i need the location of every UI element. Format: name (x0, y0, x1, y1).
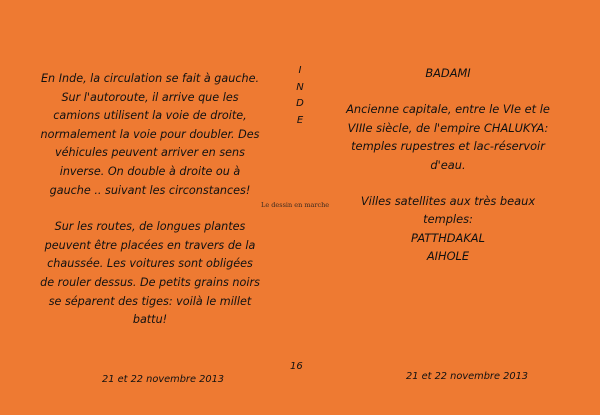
spine-note: Le dessin en marche (261, 201, 330, 209)
left-page-text (40, 70, 260, 348)
right-sites (335, 192, 561, 266)
spine-title (293, 63, 307, 129)
site-patthdakal: PATTHDAKAL (411, 230, 485, 245)
spine-letter-d: D (296, 98, 304, 109)
page-number: 16 (290, 361, 303, 372)
spine-letter-i: I (298, 65, 302, 76)
site-aihole: AIHOLE (426, 249, 470, 264)
left-paragraph-millet: Sur les routes, de longues plantes peuvent être placées en travers de la chaussée. Les voitures sont obligées de rouler dessus. De petits grains noirs se séparent des tiges: voilà le millet battu! (40, 220, 260, 327)
spine-letter-n: N (296, 81, 304, 93)
right-body: Ancienne capitale, entre le VIe et le VIIIe siècle, de l'empire CHALUKYA: temples rupestres et lac-réservoir d'eau. (346, 102, 550, 172)
spine-letter-e: E (296, 114, 304, 126)
left-paragraph-traffic: En Inde, la circulation se fait à gauche. Sur l'autoroute, il arrive que les camions utilisent la voie de droite, normalement la voie pour doubler. Des véhicules peuvent arriver en sens inverse. On double à droite ou à gauche .. suivant les circonstances! (40, 72, 260, 197)
right-page-text (335, 64, 561, 266)
sites-intro: Villes satellites aux très beaux temples: (360, 194, 536, 227)
right-title: BADAMI (425, 66, 471, 80)
right-date: 21 et 22 novembre 2013 (406, 371, 529, 382)
left-date: 21 et 22 novembre 2013 (102, 374, 225, 385)
